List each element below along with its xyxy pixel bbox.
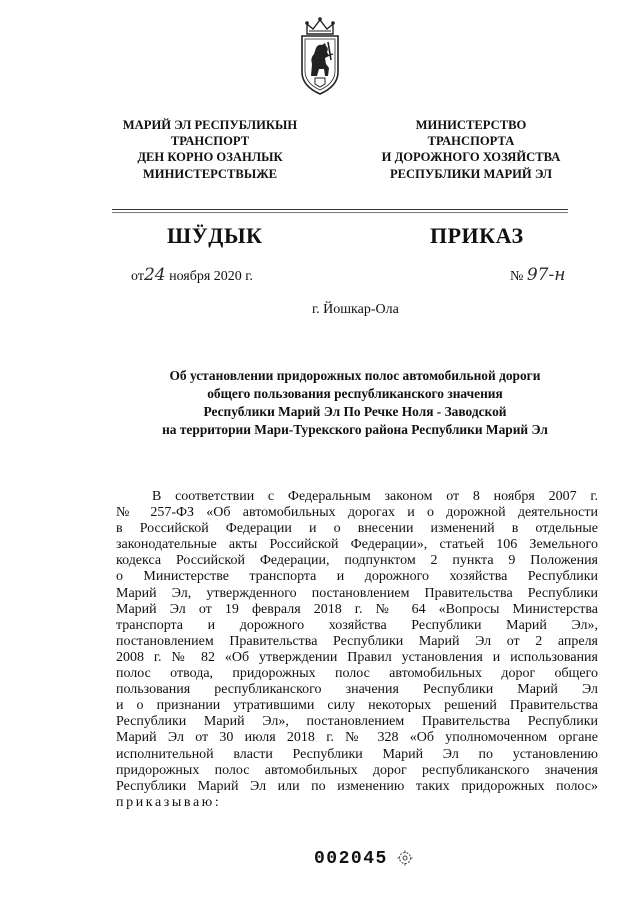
order-body [116,489,598,811]
body-line: Марий Эл от 30 июля 2018 г. № 328 «Об уполномоченном органе [116,730,598,746]
body-line: постановлением Правительства Республики Марий Эл от 2 апреля [116,633,598,649]
header-divider-thin [112,212,568,213]
header-left-line-4: МИНИСТЕРСТВЫЖЕ [142,166,278,181]
body-line: № 257-ФЗ «Об автомобильных дорогах и о дорожной деятельности [116,505,598,521]
body-line: пользования республиканского значения Республики Марий Эл [116,682,598,698]
body-line-order-word: приказываю: [116,794,222,810]
form-serial-number: 002045 [314,849,388,869]
body-line: придорожных полос автомобильных дорог республиканского значения [116,762,598,778]
city: г. Йошкар-Ола [312,302,399,317]
date-rest: ноября 2020 г. [169,269,253,284]
body-line: 2008 г. № 82 «Об утверждении Правил установления и использования [116,649,598,665]
header-divider [112,209,568,210]
header-right-line-4: РЕСПУБЛИКИ МАРИЙ ЭЛ [389,166,553,181]
header-left-name [95,117,325,182]
body-line: и о признании утратившими силу некоторых решений Правительства [116,698,598,714]
body-line: исполнительной власти Республики Марий Эл по установлению [116,746,598,762]
subject-line: на территории Мари-Турекского района Республики Марий Эл [162,422,548,437]
security-mark-icon [397,850,413,866]
header-left-line-2: ТРАНСПОРТ [170,134,250,149]
header-right-line-2: ТРАНСПОРТА [427,134,515,149]
body-line: о Министерстве транспорта и дорожного хозяйства Республики [116,569,598,585]
header-right-name [356,117,586,182]
body-line: Марий Эл, утвержденного постановлением Правительства Республики [116,585,598,601]
body-line: полос отвода, придорожных полос автомобильных дорог общего [116,666,598,682]
order-date [131,265,253,285]
date-prefix: от [131,269,144,284]
number-handwritten: 97-н [526,265,566,285]
order-subject [110,367,600,439]
header-left-line-3: ДЕН КОРНО ОЗАНЛЫК [137,150,283,165]
coat-of-arms-icon [298,12,342,98]
order-number [510,265,565,285]
body-line: кодекса Российской Федерации, подпунктом 2 пункта 9 Положения [116,553,598,569]
body-line: транспорта и дорожного хозяйства Республики Марий Эл», [116,617,598,633]
body-line: законодательные акты Российской Федерации», статьей 106 Земельного [116,537,598,553]
header-right-line-1: МИНИСТЕРСТВО [415,118,527,132]
body-line: Республики Марий Эл или по изменению таких придорожных полос» [116,778,598,794]
subject-line: общего пользования республиканского значения [207,386,503,401]
body-line: Марий Эл от 19 февраля 2018 г. № 64 «Вопросы Министерства [116,601,598,617]
subject-line: Об установлении придорожных полос автомобильной дороги [169,368,541,383]
number-prefix: № [510,269,524,284]
body-line: в Российской Федерации и о внесении изменений в отдельные [116,521,598,537]
title-mari: ШӰДЫК [167,223,263,248]
body-line: Республики Марий Эл», постановлением Правительства Республики [116,714,598,730]
body-line: В соответствии с Федеральным законом от 8 ноября 2007 г. [152,489,598,504]
subject-line: Республики Марий Эл По Речке Ноля - Заводской [203,404,507,419]
header-left-line-1: МАРИЙ ЭЛ РЕСПУБЛИКЫН [122,118,298,132]
title-russian: ПРИКАЗ [430,223,524,248]
header-right-line-3: И ДОРОЖНОГО ХОЗЯЙСТВА [381,150,561,165]
date-day-handwritten: 24 [143,265,166,285]
